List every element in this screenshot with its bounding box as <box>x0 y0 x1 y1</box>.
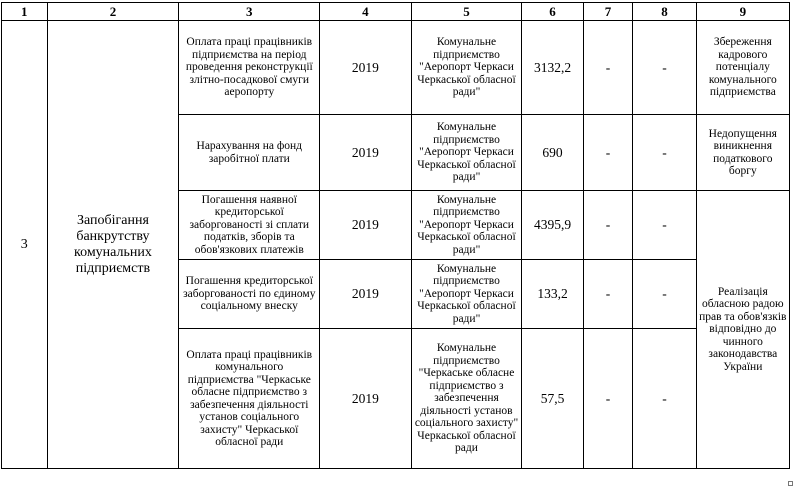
col8-cell: - <box>633 115 696 191</box>
col8-cell: - <box>633 21 696 115</box>
header-cell-8: 8 <box>633 3 696 21</box>
result-cell: Збереження кадрового потенціалу комунального підприємства <box>696 21 789 115</box>
col7-cell: - <box>583 260 633 329</box>
header-cell-7: 7 <box>583 3 633 21</box>
header-cell-2: 2 <box>47 3 179 21</box>
header-cell-5: 5 <box>411 3 522 21</box>
header-cell-1: 1 <box>2 3 48 21</box>
action-cell: Оплата праці працівників комунального підприємства "Черкаське обласне підприємство з забезпечення діяльності установ соціального захисту" Черкаської обласної ради <box>179 329 320 469</box>
amount-cell: 4395,9 <box>522 191 583 260</box>
executor-cell: Комунальне підприємство "Аеропорт Черкаси Черкаської обласної ради" <box>411 21 522 115</box>
action-cell: Погашення наявної кредиторської заборгованості зі сплати податків, зборів та обов'язкових платежів <box>179 191 320 260</box>
year-cell: 2019 <box>320 21 411 115</box>
table-resize-handle[interactable] <box>788 481 793 486</box>
col8-cell: - <box>633 191 696 260</box>
year-cell: 2019 <box>320 260 411 329</box>
merged-result-cell: Реалізація обласною радою прав та обов'язків відповідно до чинного законодавства України <box>696 191 789 469</box>
col7-cell: - <box>583 115 633 191</box>
header-cell-6: 6 <box>522 3 583 21</box>
year-cell: 2019 <box>320 191 411 260</box>
executor-cell: Комунальне підприємство "Аеропорт Черкаси Черкаської обласної ради" <box>411 260 522 329</box>
group-number: 3 <box>2 21 48 469</box>
year-cell: 2019 <box>320 329 411 469</box>
result-cell: Недопущення виникнення податкового боргу <box>696 115 789 191</box>
executor-cell: Комунальне підприємство "Черкаське обласне підприємство з забезпечення діяльності установ соціального захисту" Черкаської обласної ради <box>411 329 522 469</box>
table-row <box>2 21 790 115</box>
executor-cell: Комунальне підприємство "Аеропорт Черкаси Черкаської обласної ради" <box>411 115 522 191</box>
amount-cell: 690 <box>522 115 583 191</box>
amount-cell: 3132,2 <box>522 21 583 115</box>
amount-cell: 133,2 <box>522 260 583 329</box>
col8-cell: - <box>633 329 696 469</box>
program-table <box>1 2 790 469</box>
header-row <box>2 3 790 21</box>
col8-cell: - <box>633 260 696 329</box>
header-cell-4: 4 <box>320 3 411 21</box>
header-cell-3: 3 <box>179 3 320 21</box>
col7-cell: - <box>583 191 633 260</box>
action-cell: Погашення кредиторської заборгованості по єдиному соціальному внеску <box>179 260 320 329</box>
amount-cell: 57,5 <box>522 329 583 469</box>
measure-name: Запобігання банкрутству комунальних підприємств <box>47 21 179 469</box>
action-cell: Нарахування на фонд заробітної плати <box>179 115 320 191</box>
executor-cell: Комунальне підприємство "Аеропорт Черкаси Черкаської обласної ради" <box>411 191 522 260</box>
col7-cell: - <box>583 329 633 469</box>
action-cell: Оплата праці працівників підприємства на період проведення реконструкції злітно-посадкової смуги аеропорту <box>179 21 320 115</box>
col7-cell: - <box>583 21 633 115</box>
year-cell: 2019 <box>320 115 411 191</box>
header-cell-9: 9 <box>696 3 789 21</box>
